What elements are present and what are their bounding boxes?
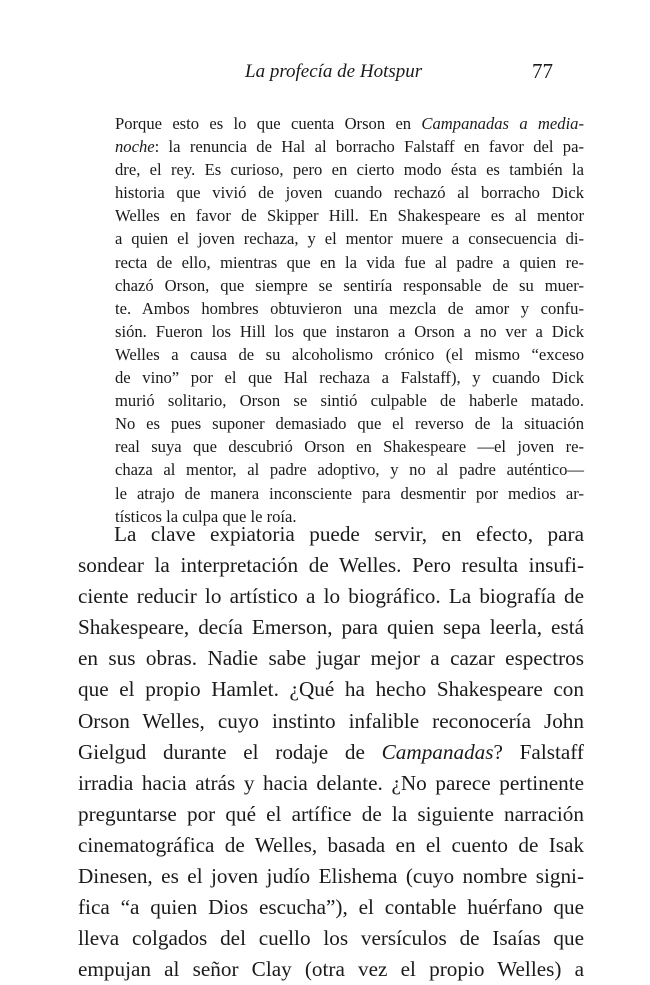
body-line: Shakespeare, decía Emerson, para quien sepa leerla, está	[78, 615, 584, 640]
page-header	[0, 60, 650, 90]
quote-line: recta de ello, mientras que en la vida fue al padre a quien re-	[115, 252, 584, 272]
body-line: Dinesen, es el joven judío Elishema (cuyo nombre signi-	[78, 864, 584, 889]
body-paragraph	[78, 519, 584, 985]
body-line: lleva colgados del cuello los versículos de Isaías que	[78, 926, 584, 951]
quote-line: real suya que descubrió Orson en Shakespeare —el joven re-	[115, 437, 584, 457]
body-line: preguntarse por qué el artífice de la siguiente narración	[78, 801, 584, 826]
block-quote	[115, 112, 584, 528]
quote-line: de vino” por el que Hal rechaza a Falstaff), y cuando Dick	[115, 368, 584, 388]
body-line: Orson Welles, cuyo instinto infalible reconocería John	[78, 708, 584, 733]
body-line: cinematográfica de Welles, basada en el cuento de Isak	[78, 832, 584, 857]
quote-line: te. Ambos hombres obtuvieron una mezcla de amor y confu-	[115, 298, 584, 318]
body-line: sondear la interpretación de Welles. Pero resulta insufi-	[78, 553, 584, 578]
quote-line: sión. Fueron los Hill los que instaron a Orson a no ver a Dick	[115, 321, 584, 341]
quote-line: noche: la renuncia de Hal al borracho Falstaff en favor del pa-	[115, 137, 584, 157]
quote-line: historia que vivió de joven cuando rechazó al borracho Dick	[115, 183, 584, 203]
quote-line: Welles a causa de su alcoholismo crónico (el mismo “exceso	[115, 344, 584, 364]
quote-line: Welles en favor de Skipper Hill. En Shakespeare es al mentor	[115, 206, 584, 226]
body-line: La clave expiatoria puede servir, en efecto, para	[114, 522, 584, 546]
body-line: ciente reducir lo artístico a lo biográfico. La biografía de	[78, 584, 584, 609]
running-title: La profecía de Hotspur	[245, 61, 423, 82]
quote-line: Porque esto es lo que cuenta Orson en Campanadas a media-	[115, 114, 585, 133]
quote-line: le atrajo de manera inconsciente para desmentir por medios ar-	[115, 483, 584, 503]
quote-line: murió solitario, Orson se sintió culpable de haberle matado.	[115, 391, 584, 411]
quote-line: chazó Orson, que siempre se sentiría responsable de su muer-	[115, 275, 584, 295]
quote-line: chaza al mentor, al padre adoptivo, y no al padre auténtico—	[115, 460, 584, 480]
body-line: que el propio Hamlet. ¿Qué ha hecho Shakespeare con	[78, 677, 584, 702]
body-line: en sus obras. Nadie sabe jugar mejor a cazar espectros	[78, 646, 584, 671]
quote-line: dre, el rey. Es curioso, pero en cierto modo ésta es también la	[115, 160, 584, 180]
quote-line: No es pues suponer demasiado que el reverso de la situación	[115, 414, 584, 434]
body-line: irradia hacia atrás y hacia delante. ¿No parece pertinente	[78, 770, 584, 795]
body-line: fica “a quien Dios escucha”), el contable huérfano que	[78, 895, 584, 920]
page-number: 77	[532, 59, 553, 83]
body-line: empujan al señor Clay (otra vez el propio Welles) a	[78, 957, 584, 982]
quote-line: a quien el joven rechaza, y el mentor muere a consecuencia di-	[115, 229, 584, 249]
quote-line: tísticos la culpa que le roía.	[115, 506, 297, 526]
body-line: Gielgud durante el rodaje de Campanadas? Falstaff	[78, 739, 584, 764]
